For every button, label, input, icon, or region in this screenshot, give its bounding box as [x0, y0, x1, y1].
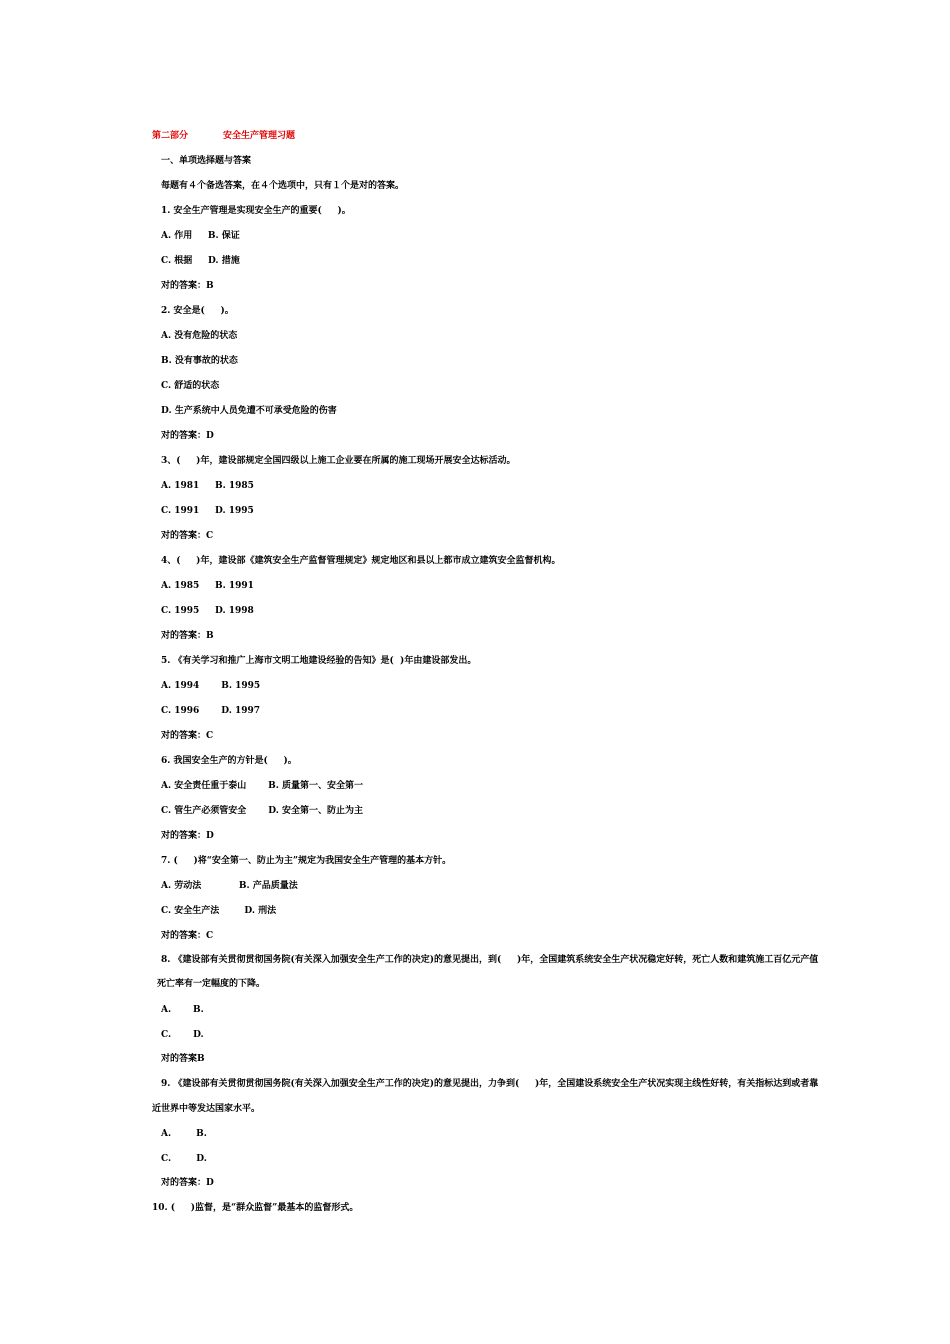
option-line: A. 作用 B. 保证	[161, 231, 240, 241]
option-line: D. 生产系统中人员免遭不可承受危险的伤害	[161, 406, 337, 416]
option-line: A. 1981 B. 1985	[161, 481, 254, 491]
option-line: C. 管生产必须管安全 D. 安全第一、防止为主	[161, 806, 363, 816]
answer-line: 对的答案：B	[161, 281, 214, 291]
option-line: C. 安全生产法 D. 刑法	[161, 906, 277, 916]
option-line: A. 1994 B. 1995	[161, 681, 261, 691]
question-line: 6. 我国安全生产的方针是( )。	[161, 756, 297, 766]
question-line: 9. 《建设部有关贯彻贯彻国务院(有关深入加强安全生产工作的决定)的意见提出，力争到( )年，全国建设系统安全生产状况实现主线性好转，有关指标达到或者靠	[161, 1079, 819, 1089]
subject-title: 安全生产管理习题	[223, 131, 296, 141]
option-line: A. B.	[161, 1005, 204, 1015]
section-heading: 一、单项选择题与答案	[161, 156, 252, 166]
option-line: A. B.	[161, 1129, 207, 1139]
answer-line: 对的答案B	[161, 1054, 205, 1064]
question-line: 1. 安全生产管理是实现安全生产的重要( )。	[161, 206, 351, 216]
answer-line: 对的答案：C	[161, 531, 214, 541]
part-label: 第二部分	[152, 131, 189, 141]
option-line: C. 1991 D. 1995	[161, 506, 254, 516]
option-line: B. 没有事故的状态	[161, 356, 238, 366]
question-line: 2. 安全是( )。	[161, 306, 234, 316]
answer-line: 对的答案：B	[161, 631, 214, 641]
answer-line: 对的答案：C	[161, 731, 214, 741]
question-line: 3、( )年，建设部规定全国四级以上施工企业要在所属的施工现场开展安全达标活动。	[161, 456, 516, 466]
question-line: 7. ( )将“安全第一、防止为主”规定为我国安全生产管理的基本方针。	[161, 856, 452, 866]
question-line: 5. 《有关学习和推广上海市文明工地建设经验的告知》是( )年由建设部发出。	[161, 656, 477, 666]
option-line: A. 没有危险的状态	[161, 331, 238, 341]
option-line: A. 安全责任重于泰山 B. 质量第一、安全第一	[161, 781, 364, 791]
question-line: 8. 《建设部有关贯彻贯彻国务院(有关深入加强安全生产工作的决定)的意见提出，到( )年，全国建筑系统安全生产状况稳定好转，死亡人数和建筑施工百亿元产值	[161, 955, 819, 965]
option-line: C. 根据 D. 措施	[161, 256, 240, 266]
option-line: C. 1995 D. 1998	[161, 606, 254, 616]
option-line: C. 1996 D. 1997	[161, 706, 261, 716]
instructions: 每题有４个备选答案，在４个选项中，只有１个是对的答案。	[161, 181, 405, 191]
question-line-continued: 死亡率有一定幅度的下降。	[157, 979, 266, 989]
answer-line: 对的答案：D	[161, 831, 214, 841]
option-line: A. 劳动法 B. 产品质量法	[161, 881, 298, 891]
option-line: A. 1985 B. 1991	[161, 581, 254, 591]
option-line: C. 舒适的状态	[161, 381, 220, 391]
answer-line: 对的答案：D	[161, 431, 214, 441]
question-line: 10. ( )监督，是“群众监督”最基本的监督形式。	[152, 1203, 359, 1213]
answer-line: 对的答案：C	[161, 931, 214, 941]
answer-line: 对的答案：D	[161, 1178, 214, 1188]
question-line: 4、( )年，建设部《建筑安全生产监督管理规定》规定地区和县以上都市成立建筑安全监督机构。	[161, 556, 561, 566]
option-line: C. D.	[161, 1154, 207, 1164]
option-line: C. D.	[161, 1030, 204, 1040]
question-line-continued: 近世界中等发达国家水平。	[152, 1104, 261, 1114]
